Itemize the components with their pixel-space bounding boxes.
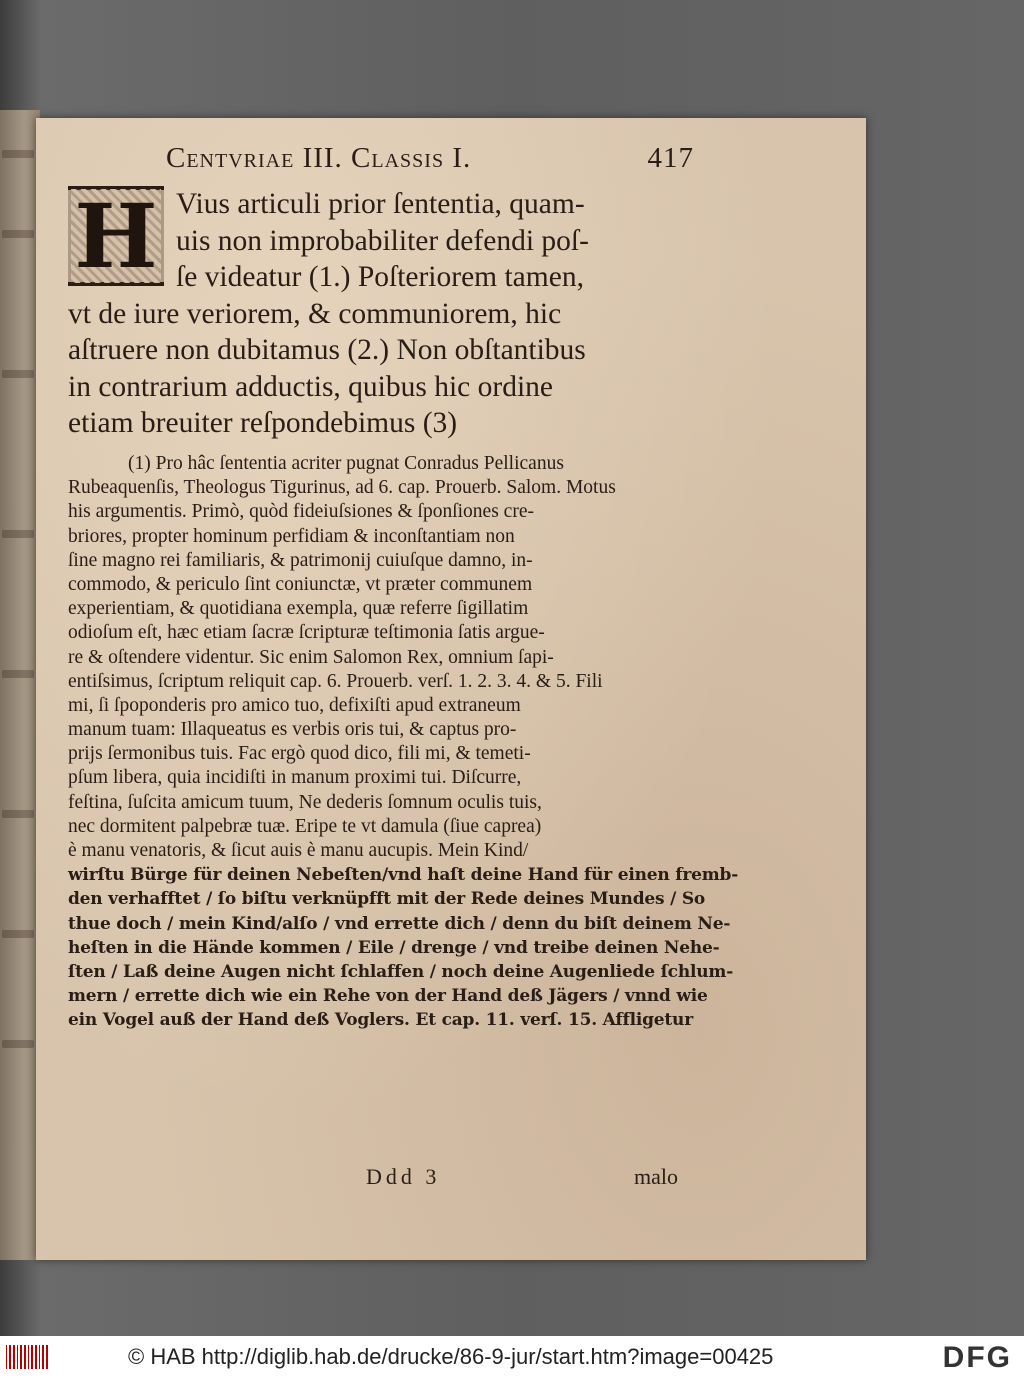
dfg-logo: DFG	[942, 1341, 1012, 1374]
running-title: Centvriae III. Classis I.	[166, 142, 472, 174]
note-line: è manu venatoris, & ſicut auis è manu aucupis. Mein Kind/	[68, 840, 529, 861]
signature-mark: Ddd 3	[366, 1164, 441, 1189]
note-line: entiſsimus, ſcriptum reliquit cap. 6. Prouerb. verſ. 1. 2. 3. 4. & 5. Fili	[68, 670, 603, 692]
main-line: etiam breuiter reſpondebimus (3)	[68, 407, 458, 439]
note-line: manum tuam: Illaqueatus es verbis oris tui, & captus pro-	[68, 719, 517, 741]
initial-letter: H	[68, 190, 163, 282]
note-line: re & oſtendere videntur. Sic enim Salomon Rex, omnium ſapi-	[68, 646, 554, 668]
note-line: odioſum eſt, hæc etiam ſacræ ſcripturæ teſtimonia ſatis argue-	[68, 622, 545, 644]
note-line: nec dormitent palpebræ tuæ. Eripe te vt damula (ſiue caprea)	[68, 815, 542, 837]
note-line-fraktur: mern / errette dich wie ein Rehe von der Hand deß Jägers / vnnd wie	[68, 986, 708, 1007]
note-line: briores, propter hominum perfidiam & inconſtantiam non	[68, 525, 515, 547]
note-line: Rubeaquenſis, Theologus Tigurinus, ad 6. cap. Prouerb. Salom. Motus	[68, 477, 616, 499]
main-line: vt de iure veriorem, & communiorem, hic	[68, 297, 562, 330]
note-line: commodo, & periculo ſint coniunctæ, vt præter communem	[68, 573, 533, 595]
note-line-fraktur: ſten / Laß deine Augen nicht ſchlaffen / noch deine Augenliede ſchlum-	[68, 961, 734, 982]
note-line: mi, ſi ſpoponderis pro amico tuo, defixiſti apud extraneum	[68, 694, 521, 716]
note-line-fraktur: ein Vogel auß der Hand deß Voglers. Et cap. 11. verſ. 15. Affligetur	[68, 1010, 693, 1031]
note-line: feſtina, ſuſcita amicum tuum, Ne dederis ſomnum oculis tuis,	[68, 791, 542, 813]
barcode-icon	[6, 1345, 48, 1369]
note-line-fraktur: wirſtu Bürge für deinen Nebeſten/vnd haſt deine Hand für einen fremb-	[68, 865, 739, 886]
note-line-fraktur: den verhafftet / ſo biſtu verknüpfft mit der Rede deines Mundes / So	[68, 889, 706, 910]
main-line: Vius articuli prior ſententia, quam-	[176, 188, 585, 220]
catchword: malo	[634, 1164, 678, 1189]
copyright-link[interactable]: © HAB http://diglib.hab.de/drucke/86-9-jur/start.htm?image=00425	[128, 1344, 774, 1369]
note-line: experientiam, & quotidiana exempla, quæ referre ſigillatim	[68, 598, 529, 620]
note-line: prijs ſermonibus tuis. Fac ergò quod dico, fili mi, & temeti-	[68, 743, 531, 765]
annotation-block	[68, 452, 739, 1033]
note-line: ſine magno rei familiaris, & patrimonij cuiuſque damno, in-	[68, 549, 533, 571]
note-line-fraktur: thue doch / mein Kind/alſo / vnd errette dich / denn du biſt deinem Ne-	[68, 913, 731, 934]
running-header	[166, 142, 694, 182]
book-page	[36, 118, 866, 1260]
main-line: aſtruere non dubitamus (2.) Non obſtantibus	[68, 334, 586, 366]
main-line: uis non improbabiliter defendi poſ-	[176, 224, 589, 257]
main-paragraph	[68, 186, 678, 442]
page-number: 417	[647, 142, 694, 174]
note-line: (1) Pro hâc ſententia acriter pugnat Conradus Pellicanus	[128, 453, 564, 474]
note-line-fraktur: heſten in die Hände kommen / Eile / drenge / vnd treibe deinen Nehe-	[68, 937, 720, 958]
attribution-bar	[0, 1336, 1024, 1378]
note-line: pſum libera, quia incidiſti in manum proximi tui. Diſcurre,	[68, 767, 522, 789]
previous-page-edge	[0, 110, 40, 1260]
main-line: in contrarium adductis, quibus hic ordine	[68, 370, 554, 403]
page-footer	[36, 1164, 686, 1194]
main-line: ſe videatur (1.) Poſteriorem tamen,	[176, 261, 584, 293]
note-line: his argumentis. Primò, quòd fideiuſsiones & ſponſiones cre-	[68, 501, 534, 523]
